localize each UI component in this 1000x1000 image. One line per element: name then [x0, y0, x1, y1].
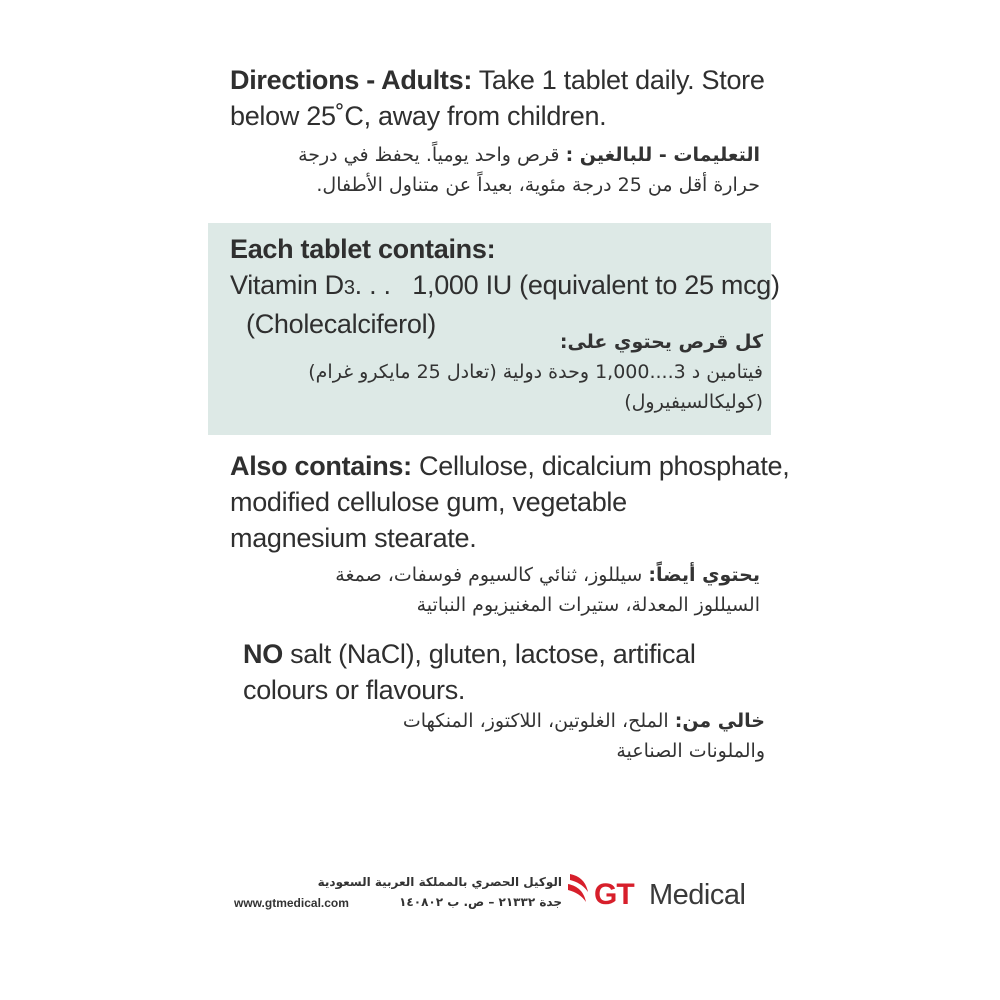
directions-text-2: below 25˚C, away from children.: [230, 101, 607, 131]
directions-ar-heading: التعليمات - للبالغين :: [565, 144, 760, 166]
directions-ar-text-1: قرص واحد يومياً. يحفظ في درجة: [298, 144, 566, 166]
also-contains-ar-text-2: السيللوز المعدلة، ستيرات المغنيزيوم النباتية: [416, 594, 760, 616]
directions-section: [230, 62, 770, 196]
also-contains-ar-heading: يحتوي أيضاً:: [648, 564, 760, 586]
free-from-en-line1: [243, 636, 773, 672]
also-contains-ar: [220, 560, 760, 620]
free-from-ar-text-1: الملح، الغلوتين، اللاكتوز، المنكهات: [402, 710, 675, 732]
vitamin-dots: . . .: [354, 270, 391, 300]
distributor-footer: [232, 868, 752, 928]
tablet-contents-heading: [230, 231, 780, 267]
tablet-contents-ar-line2: (كوليكالسيفيرول): [624, 391, 763, 413]
tablet-contents-ar-heading: [223, 327, 763, 357]
free-from-text-2: colours or flavours.: [243, 675, 466, 705]
distributor-address-ar: [318, 872, 562, 912]
logo-gt-text: GT: [594, 878, 634, 911]
distributor-ar-line1: الوكيل الحصري بالمملكة العربية السعودية: [317, 875, 562, 889]
directions-en-line1: [230, 62, 770, 98]
also-contains-en-line1: [230, 448, 790, 484]
directions-text-1: Take 1 tablet daily. Store: [472, 65, 765, 95]
logo-swoosh-icon: [566, 870, 594, 906]
also-contains-ar-line1: [220, 560, 760, 590]
directions-ar-text-2: حرارة أقل من 25 درجة مئوية، بعيداً عن متناول الأطفال.: [316, 174, 760, 196]
also-contains-text-2: modified cellulose gum, vegetable: [230, 487, 627, 517]
free-from-text-1: salt (NaCl), gluten, lactose, artifical: [282, 639, 696, 669]
directions-heading: Directions - Adults:: [230, 65, 473, 95]
tablet-contents-en: [230, 231, 780, 342]
also-contains-heading: Also contains:: [230, 451, 412, 481]
free-from-ar-heading: خالي من:: [674, 710, 765, 732]
also-contains-ar-text-1: سيللوز، ثنائي كالسيوم فوسفات، صمغة: [335, 564, 649, 586]
directions-ar-line1: [220, 140, 760, 170]
tablet-contents-ar-heading-text: كل قرص يحتوي على:: [559, 331, 763, 353]
also-contains-text-3: magnesium stearate.: [230, 523, 477, 553]
logo-medical-text: Medical: [649, 879, 746, 911]
vitamin-amount: 1,000 IU (equivalent to 25 mcg): [412, 270, 780, 300]
distributor-ar-line2: جدة ٢١٣٣٢ – ص. ب ١٤٠٨٠٢: [399, 895, 562, 909]
tablet-contents-box: [208, 223, 780, 435]
directions-ar: [220, 140, 760, 200]
website-link[interactable]: www.gtmedical.com: [234, 896, 349, 910]
free-from-section: [243, 636, 773, 762]
tablet-contents-heading-text: Each tablet contains:: [230, 234, 496, 264]
free-from-heading: NO: [243, 639, 283, 669]
vitamin-chemical-name: (Cholecalciferol): [246, 309, 436, 339]
vitamin-line: [230, 267, 780, 306]
vitamin-subscript: 3: [343, 277, 355, 299]
free-from-ar: [245, 706, 765, 766]
tablet-contents-ar: [223, 327, 763, 417]
tablet-contents-ar-line1: فيتامين د 3....1,000 وحدة دولية (تعادل 25 مايكرو غرام): [308, 361, 763, 383]
free-from-ar-text-2: والملونات الصناعية: [616, 740, 765, 762]
free-from-ar-line1: [245, 706, 765, 736]
gt-medical-logo: [566, 870, 756, 920]
also-contains-text-1: Cellulose, dicalcium phosphate,: [411, 451, 790, 481]
also-contains-section: [230, 448, 790, 616]
vitamin-name: Vitamin D: [230, 270, 344, 300]
